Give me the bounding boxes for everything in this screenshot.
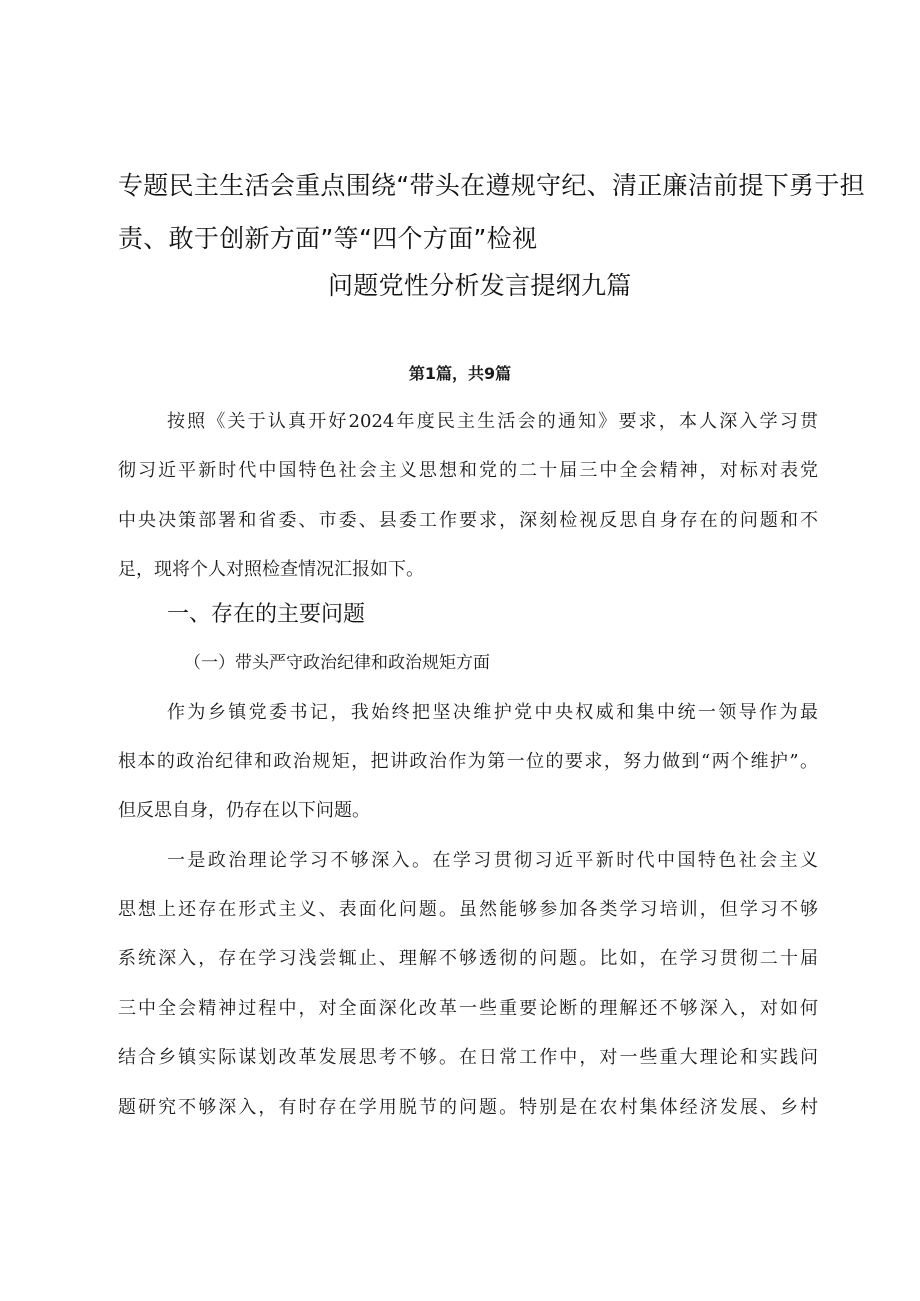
intro-line-4: 足，现将个人对照检查情况汇报如下。 (118, 559, 424, 580)
subsection-heading: （一）带头严守政治纪律和政治规矩方面 (184, 653, 490, 673)
para2-line-6: 题研究不够深入，有时存在学用脱节的问题。特别是在农村集体经济发展、乡村 (118, 1097, 818, 1118)
intro-line-1: 按照《关于认真开好2024年度民主生活会的通知》要求，本人深入学习贯 (167, 411, 818, 432)
para2-line-2: 思想上还存在形式主义、表面化问题。虽然能够参加各类学习培训，但学习不够 (118, 899, 818, 920)
section-heading: 一、存在的主要问题 (167, 602, 366, 627)
intro-line-2: 彻习近平新时代中国特色社会主义思想和党的二十届三中全会精神，对标对表党 (118, 460, 818, 481)
document-title-line-3: 问题党性分析发言提纲九篇 (328, 271, 632, 300)
para2-line-1: 一是政治理论学习不够深入。在学习贯彻习近平新时代中国特色社会主义 (167, 850, 818, 871)
document-title-line-1: 专题民主生活会重点围绕“带头在遵规守纪、清正廉洁前提下勇于担 (118, 171, 865, 200)
para1-line-1: 作为乡镇党委书记，我始终把坚决维护党中央权威和集中统一领导作为最 (167, 702, 818, 723)
part-label: 第1篇，共9篇 (408, 364, 512, 383)
para2-line-3: 系统深入，存在学习浅尝辄止、理解不够透彻的问题。比如，在学习贯彻二十届 (118, 948, 818, 969)
intro-line-3: 中央决策部署和省委、市委、县委工作要求，深刻检视反思自身存在的问题和不 (118, 510, 818, 531)
para2-line-4: 三中全会精神过程中，对全面深化改革一些重要论断的理解还不够深入，对如何 (118, 998, 818, 1019)
para1-line-2: 根本的政治纪律和政治规矩，把讲政治作为第一位的要求，努力做到“两个维护”。 (118, 751, 818, 772)
para2-line-5: 结合乡镇实际谋划改革发展思考不够。在日常工作中，对一些重大理论和实践问 (118, 1047, 818, 1068)
document-title-line-2: 责、敢于创新方面”等“四个方面”检视 (118, 224, 538, 253)
para1-line-3: 但反思自身，仍存在以下问题。 (118, 800, 370, 821)
